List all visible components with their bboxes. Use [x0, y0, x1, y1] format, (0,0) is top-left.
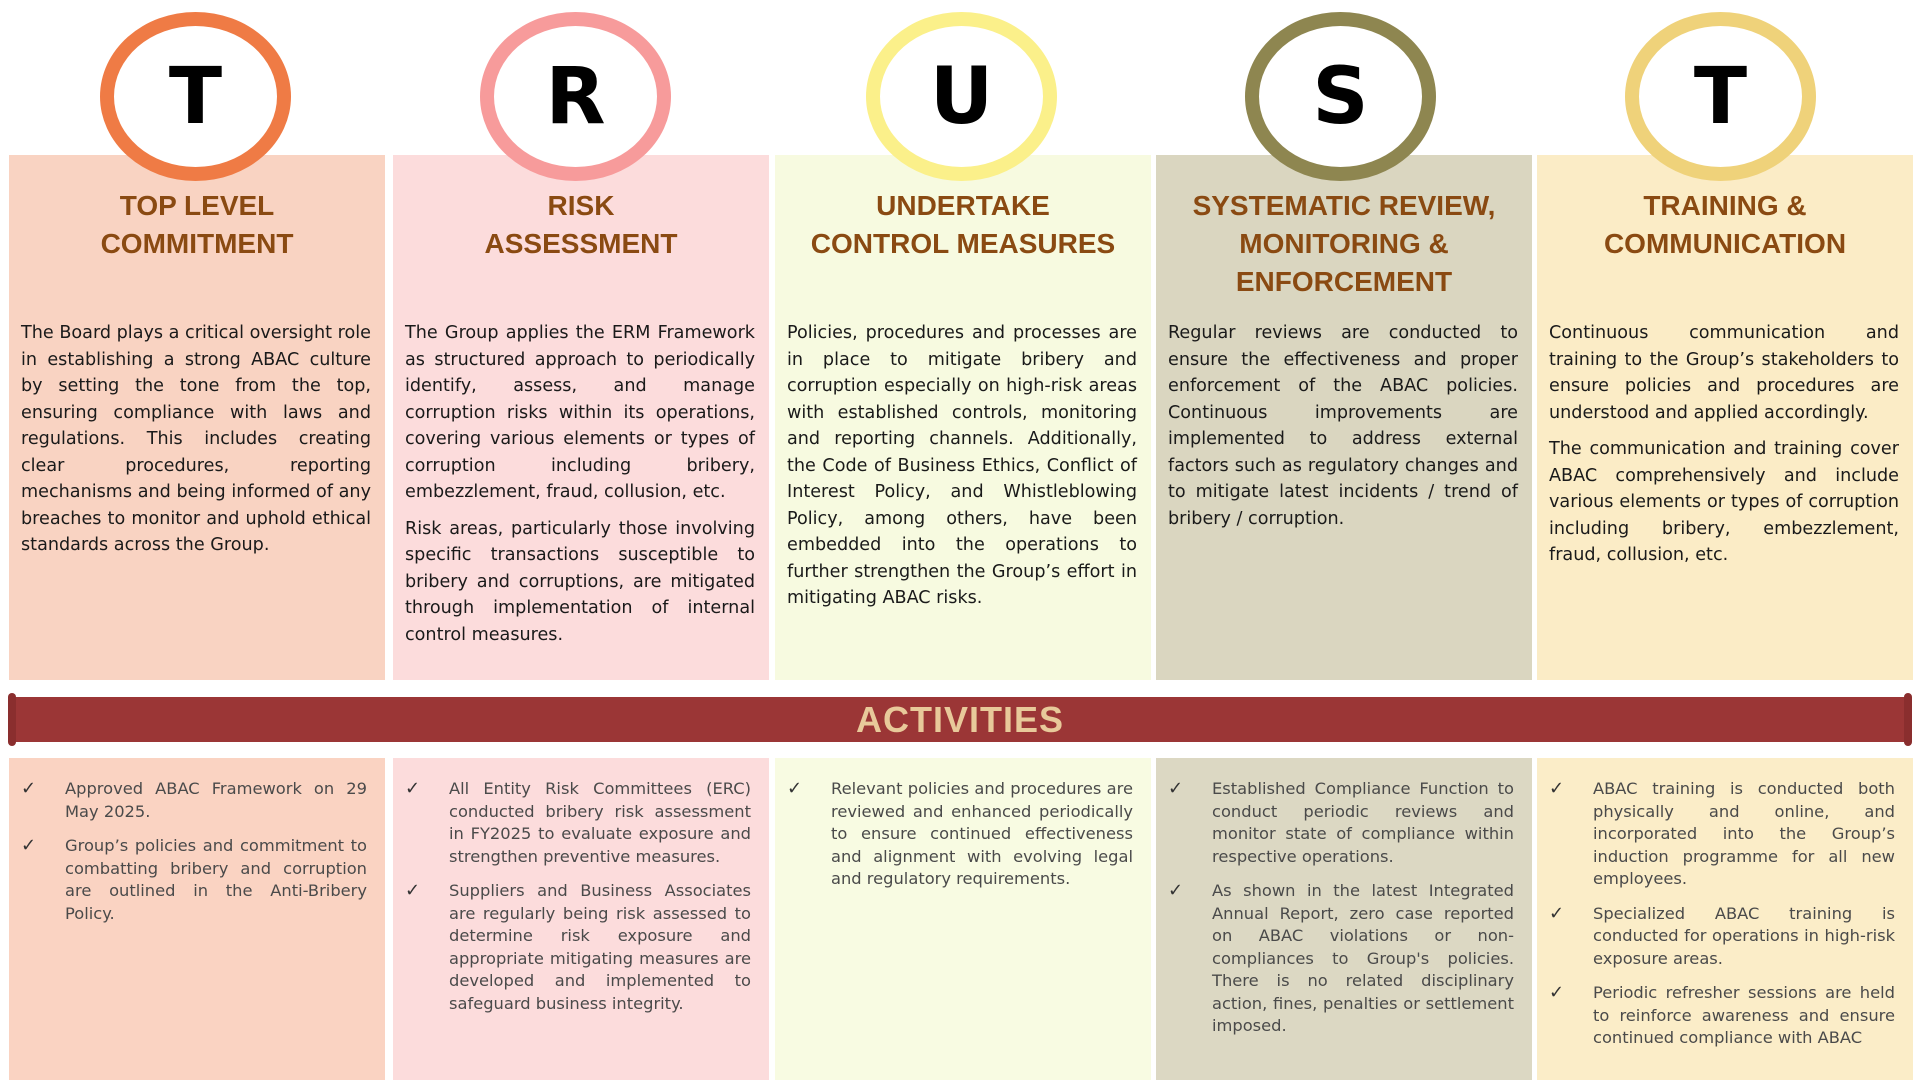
checkmark-icon: ✓: [405, 880, 421, 901]
activity-text: Approved ABAC Framework on 29 May 2025.: [65, 779, 367, 821]
training-communication-letter: T: [1693, 51, 1748, 142]
undertake-control-measures-panel: [775, 155, 1151, 680]
activity-text: Suppliers and Business Associates are regularly being risk assessed to determine risk exposure and appropriate mitigating measures are developed and implemented to safeguard business integrity.: [449, 881, 751, 1013]
activity-item: [405, 778, 751, 868]
description-paragraph: The communication and training cover ABAC comprehensively and include various elements or types of corruption including bribery, embezzlement, fraud, collusion, etc.: [1549, 439, 1899, 565]
activity-text: Specialized ABAC training is conducted for operations in high-risk exposure areas.: [1593, 903, 1895, 968]
undertake-control-measures-activities-panel: [775, 758, 1151, 1080]
description-paragraph: Risk areas, particularly those involving specific transactions susceptible to bribery and corruptions, are mitigated through implementation of internal control measures.: [405, 518, 755, 645]
activity-item: [21, 835, 367, 925]
title-line: UNDERTAKE: [876, 190, 1050, 221]
activity-item: [405, 880, 751, 1015]
activity-text: Periodic refresher sessions are held to reinforce awareness and ensure continued compliance with ABAC: [1593, 983, 1895, 1047]
checkmark-icon: ✓: [1549, 778, 1565, 799]
undertake-control-measures-title: [775, 187, 1151, 263]
activity-item: [1168, 880, 1514, 1038]
top-level-commitment-activities-panel: [9, 758, 385, 1080]
top-level-commitment-panel: [9, 155, 385, 680]
training-communication-letter-circle: [1625, 12, 1816, 181]
description-paragraph: Continuous communication and training to the Group’s stakeholders to ensure policies and procedures are understood and applied accordingly.: [1549, 323, 1899, 423]
title-line: TOP LEVEL: [119, 190, 275, 221]
risk-assessment-title: [393, 187, 769, 263]
checkmark-icon: ✓: [787, 778, 803, 799]
training-communication-activities-list: [1549, 778, 1895, 1062]
title-line: COMMUNICATION: [1603, 228, 1847, 259]
activity-item: [21, 778, 367, 823]
risk-assessment-letter-circle: [480, 12, 671, 181]
activities-banner-label: ACTIVITIES: [855, 698, 1065, 740]
title-line: SYSTEMATIC REVIEW,: [1192, 190, 1496, 221]
risk-assessment-activities-panel: [393, 758, 769, 1080]
description-paragraph: The Group applies the ERM Framework as structured approach to periodically identify, assess, and manage corruption risks within its operations, covering various elements or types of corruption including bribery, embezzlement, fraud, collusion, etc.: [405, 323, 755, 502]
training-communication-panel: [1537, 155, 1913, 680]
activity-text: Established Compliance Function to conduct periodic reviews and monitor state of compliance within respective operations.: [1212, 779, 1514, 866]
training-communication-title: [1537, 187, 1913, 263]
title-line: RISK: [547, 190, 615, 221]
title-line: ENFORCEMENT: [1235, 266, 1453, 297]
undertake-control-measures-description: [787, 320, 1137, 622]
activity-item: [1549, 903, 1895, 971]
activity-item: [787, 778, 1133, 891]
top-level-commitment-activities-list: [21, 778, 367, 937]
top-level-commitment-description: [21, 320, 371, 569]
risk-assessment-description: [405, 320, 755, 658]
checkmark-icon: ✓: [1168, 880, 1184, 901]
risk-assessment-activities-list: [405, 778, 751, 1027]
systematic-review-letter: S: [1312, 51, 1369, 142]
checkmark-icon: ✓: [1549, 982, 1565, 1003]
activity-item: [1168, 778, 1514, 868]
systematic-review-activities-panel: [1156, 758, 1532, 1080]
undertake-control-measures-activities-list: [787, 778, 1133, 903]
systematic-review-panel: [1156, 155, 1532, 680]
activity-item: [1549, 778, 1895, 891]
activity-text: As shown in the latest Integrated Annual Report, zero case reported on ABAC violations or non-compliances to Group's policies. There is no related disciplinary action, fines, penalties or settlement imposed.: [1212, 881, 1514, 1035]
checkmark-icon: ✓: [21, 778, 37, 799]
undertake-control-measures-letter: U: [929, 51, 994, 142]
top-level-commitment-letter-circle: [100, 12, 291, 181]
systematic-review-description: [1168, 320, 1518, 542]
title-line: COMMITMENT: [100, 228, 294, 259]
checkmark-icon: ✓: [405, 778, 421, 799]
undertake-control-measures-letter-circle: [866, 12, 1057, 181]
checkmark-icon: ✓: [21, 835, 37, 856]
description-paragraph: The Board plays a critical oversight role in establishing a strong ABAC culture by setting the tone from the top, ensuring compliance with laws and regulations. This includes creating clear procedures, reporting mechanisms and being informed of any breaches to monitor and uphold ethical standards across the Group.: [21, 323, 371, 555]
title-line: MONITORING &: [1239, 228, 1449, 259]
activities-banner: [12, 697, 1908, 742]
checkmark-icon: ✓: [1168, 778, 1184, 799]
top-level-commitment-title: [9, 187, 385, 263]
activity-text: Relevant policies and procedures are reviewed and enhanced periodically to ensure continued effectiveness and alignment with evolving legal and regulatory requirements.: [831, 779, 1133, 888]
activity-item: [1549, 982, 1895, 1050]
top-level-commitment-letter: T: [168, 51, 223, 142]
risk-assessment-panel: [393, 155, 769, 680]
systematic-review-activities-list: [1168, 778, 1514, 1050]
checkmark-icon: ✓: [1549, 902, 1565, 924]
training-communication-description: [1549, 320, 1899, 579]
training-communication-activities-panel: [1537, 758, 1913, 1080]
description-paragraph: Regular reviews are conducted to ensure the effectiveness and proper enforcement of the ABAC policies. Continuous improvements are implemented to address external factors such as regulatory changes and to mitigate latest incidents / trend of bribery / corruption.: [1168, 323, 1518, 529]
activity-text: ABAC training is conducted both physically and online, and incorporated into the Group’s induction programme for all new employees.: [1593, 779, 1895, 888]
activity-text: Group’s policies and commitment to combatting bribery and corruption are outlined in the Anti-Bribery Policy.: [65, 836, 367, 923]
activity-text: All Entity Risk Committees (ERC) conducted bribery risk assessment in FY2025 to evaluate exposure and strengthen preventive measures.: [449, 779, 751, 866]
risk-assessment-letter: R: [545, 51, 606, 142]
title-line: TRAINING &: [1643, 190, 1807, 221]
description-paragraph: Policies, procedures and processes are in place to mitigate bribery and corruption especially on high-risk areas with established controls, monitoring and reporting channels. Additionally, the Code of Business Ethics, Conflict of Interest Policy, and Whistleblowing Policy, among others, have been embedded into the operations to further strengthen the Group’s effort in mitigating ABAC risks.: [787, 323, 1137, 608]
title-line: ASSESSMENT: [484, 228, 678, 259]
title-line: CONTROL MEASURES: [810, 228, 1116, 259]
systematic-review-letter-circle: [1245, 12, 1436, 181]
systematic-review-title: [1156, 187, 1532, 301]
